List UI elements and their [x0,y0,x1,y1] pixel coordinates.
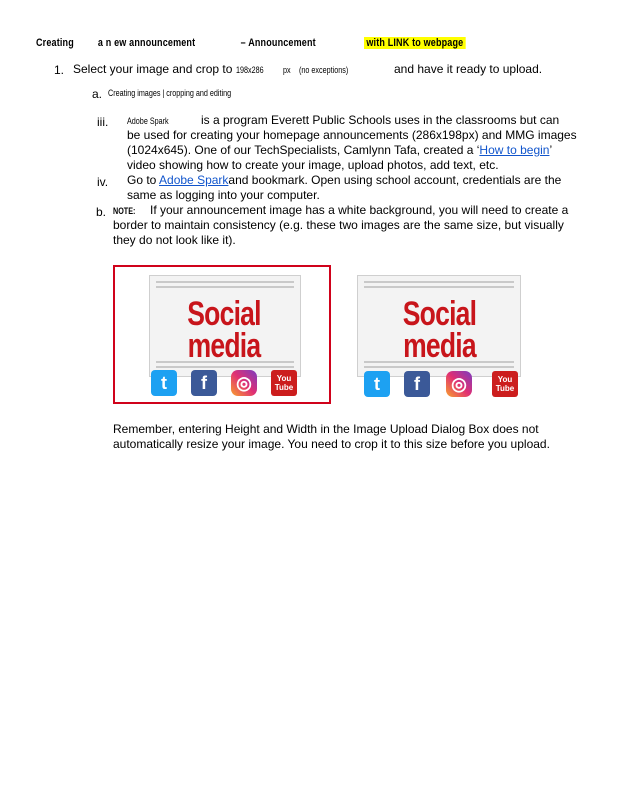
item-b-line3: they do not look like it). [113,233,236,247]
how-to-begin-link[interactable]: How to begin [479,143,550,157]
twitter-icon: t [151,370,177,396]
adobe-spark-link[interactable]: Adobe Spark [159,173,229,187]
title-part-announcement: a n ew announcement [97,37,196,49]
social-media-image-plain [352,265,532,400]
item-b-line2: border to maintain consistency (e.g. these two images are the same size, but visually [113,218,564,232]
title-part-creating: Creating [36,37,74,49]
item-a-text: Creating images | cropping and editing [108,88,232,98]
item-iv-text-a: Go to [127,173,157,187]
instagram-icon: ◎ [231,370,257,396]
item1-text [73,62,232,77]
item-iii-line2: be used for creating your homepage announcements (286x198px) and MMG images [127,128,577,142]
item-iv-line2: same as logging into your computer. [127,188,320,202]
item-b-line1: If your announcement image has a white background, you will need to create a [150,203,569,217]
youtube-icon: You Tube [271,370,297,396]
item1-paren: (no exceptions) [299,65,349,75]
social-word: Social [187,295,261,333]
item-iii-line3-text: (1024x645). One of our TechSpecialists, Camlynn Tafa, created a ‘ [127,143,480,157]
media-word: media [403,327,476,365]
page-title [36,37,466,49]
list-letter-a: a. [92,87,103,101]
item1-text-a: Select your image and crop to [73,62,233,76]
list-number-1: 1. [54,63,65,77]
title-highlight: with LINK to webpage [364,37,466,49]
item1-text-b: and have it ready to upload. [394,62,543,76]
list-letter-b: b. [96,205,107,219]
item1-size: 198x286 [236,65,264,75]
item-iii-lead: Adobe Spark [127,116,169,126]
item-iii-line4: video showing how to create your image, upload photos, add text, etc. [127,158,499,172]
media-word: media [187,327,261,365]
youtube-icon: You Tube [492,371,518,397]
item-iv-text-b: and bookmark. Open using school account, credentials are the [228,173,562,187]
remember-line2: automatically resize your image. You need to crop it to this size before you upload. [113,437,550,451]
instagram-icon: ◎ [446,371,472,397]
twitter-icon: t [364,371,390,397]
item-iv-line1 [127,173,561,188]
item-iii-line3 [127,143,552,158]
item1-px: px [283,65,291,75]
remember-line1: Remember, entering Height and Width in the Image Upload Dialog Box does not [113,422,539,436]
social-word: Social [402,295,477,333]
title-part-dash: – Announcement [240,37,316,49]
note-label: NOTE: [113,206,136,216]
facebook-icon: f [404,371,430,397]
list-roman-iv: iv. [97,175,109,189]
social-media-image-bordered [113,265,331,404]
item-iii-line3-end: ’ [549,143,553,157]
facebook-icon: f [191,370,217,396]
list-roman-iii: iii. [97,115,109,129]
item-iii-line1: is a program Everett Public Schools uses in the classrooms but can [201,113,560,127]
